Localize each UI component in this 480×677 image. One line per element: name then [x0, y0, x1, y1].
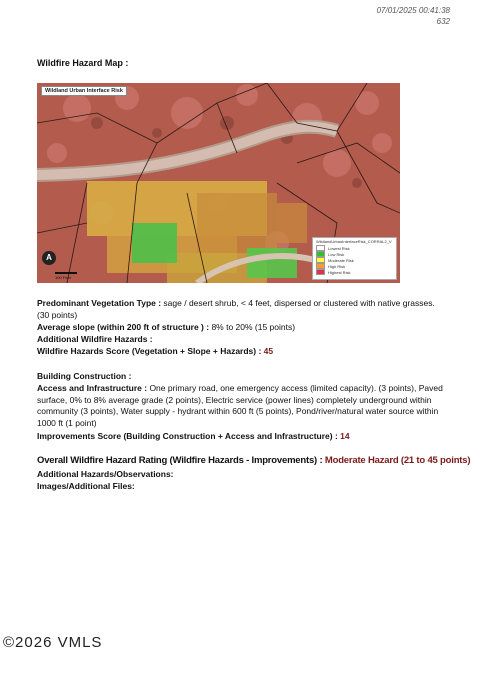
improvements-score-block	[37, 431, 447, 443]
slope-block	[37, 322, 447, 334]
vegetation-value: sage / desert shrub, < 4 feet, dispersed or clustered with native grasses. (30 points)	[37, 298, 435, 320]
vegetation-label: Predominant Vegetation Type :	[37, 298, 162, 308]
wildfire-score-block	[37, 346, 447, 358]
map-title: Wildland Urban Interface Risk	[41, 86, 127, 96]
legend-label: Lowest Risk	[328, 245, 350, 251]
additional-hazards-label: Additional Wildfire Hazards :	[37, 334, 153, 344]
legend-item	[316, 269, 393, 275]
scale-label: 100 Feet	[55, 275, 71, 280]
scale-bar-line	[55, 272, 77, 274]
wildfire-score-value: 45	[263, 346, 274, 356]
legend-label: Moderate Risk	[328, 257, 354, 263]
access-label: Access and Infrastructure :	[37, 383, 148, 393]
page-number: 632	[436, 17, 450, 26]
access-block	[37, 383, 447, 429]
map-legend	[312, 237, 397, 280]
vegetation-block	[37, 298, 447, 321]
header-meta	[377, 5, 450, 27]
slope-value: 8% to 20% (15 points)	[209, 322, 296, 332]
legend-label: Highest Risk	[328, 269, 351, 275]
legend-label: Low Risk	[328, 251, 345, 257]
legend-title: WildlandUrbanInterfaceRisk_CORRAL2_V	[316, 239, 392, 244]
copyright-watermark: ©2026 VMLS	[3, 634, 103, 651]
building-construction-label: Building Construction :	[37, 371, 132, 381]
access-value: One primary road, one emergency access (limited capacity). (3 points), Paved surface, 0% to 8% average grade (2 points), Electric service (power lines) completely underground within community (3 points), Water supply - hydrant within 600 ft (5 points), Pond/river/natural water source within 1000 ft (1 point)	[37, 383, 443, 428]
map-section-title: Wildfire Hazard Map :	[37, 58, 129, 68]
scale-bar	[55, 272, 77, 280]
slope-label: Average slope (within 200 ft of structure ) :	[37, 322, 210, 332]
overall-rating	[37, 455, 470, 466]
overall-rating-label: Overall Wildfire Hazard Rating (Wildfire Hazards - Improvements) :	[37, 455, 323, 466]
timestamp: 07/01/2025 00:41:38	[376, 6, 450, 15]
wildfire-score-label: Wildfire Hazards Score (Vegetation + Slope + Hazards) :	[37, 346, 262, 356]
legend-swatch	[316, 269, 325, 275]
north-arrow-icon: A	[42, 251, 56, 265]
observations-label: Additional Hazards/Observations:	[37, 469, 174, 479]
improvements-score-value: 14	[340, 431, 350, 441]
overall-rating-value: Moderate Hazard (21 to 45 points)	[324, 455, 471, 466]
wildfire-hazard-map	[37, 83, 400, 283]
improvements-score-label: Improvements Score (Building Construction + Access and Infrastructure) :	[37, 431, 338, 441]
legend-label: High Risk	[328, 263, 346, 269]
images-label: Images/Additional Files:	[37, 481, 135, 491]
